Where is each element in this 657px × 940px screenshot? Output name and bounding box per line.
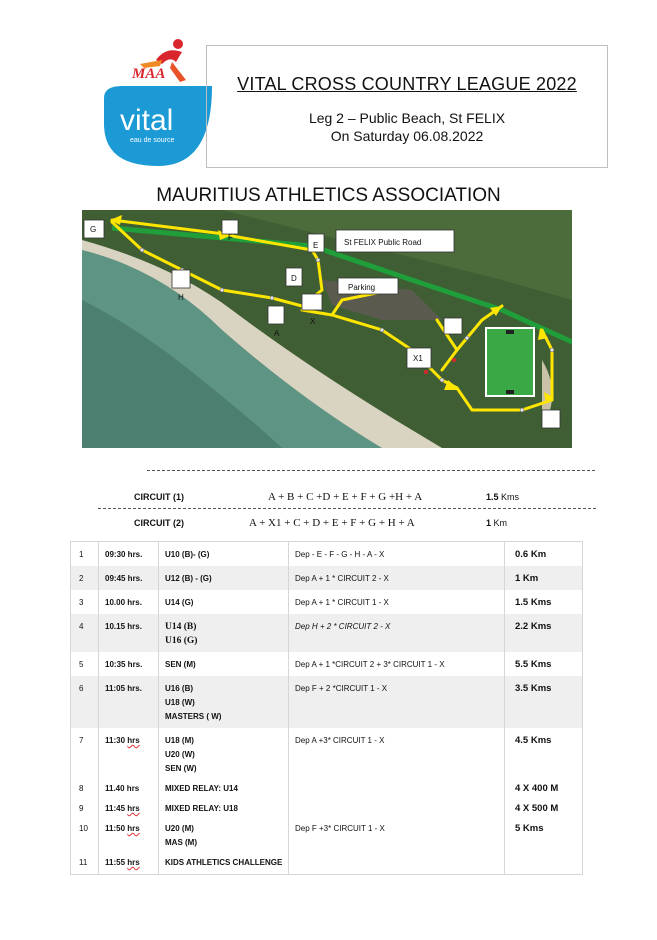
race-distance: 5 Kms	[505, 820, 583, 854]
logo-brand-text: vital	[120, 104, 174, 137]
race-number: 8	[71, 780, 99, 800]
marker-x-label: X	[310, 317, 316, 326]
marker-b-box	[444, 318, 462, 334]
race-category-line: MAS (M)	[165, 838, 197, 847]
race-time-value: 11:30	[105, 736, 126, 745]
race-route	[289, 800, 505, 820]
race-number: 9	[71, 800, 99, 820]
race-time-unit: hrs	[127, 804, 140, 813]
circuit-1-distance-unit: Kms	[501, 492, 520, 502]
race-category	[159, 676, 289, 728]
organisation-title: MAURITIUS ATHLETICS ASSOCIATION	[156, 185, 501, 206]
race-distance: 4 X 400 M	[505, 780, 583, 800]
marker-e-label: E	[313, 241, 319, 250]
marker-c-box	[542, 410, 560, 428]
race-category	[159, 614, 289, 652]
race-route: Dep A +3* CIRCUIT 1 - X	[289, 728, 505, 780]
race-category-line: U14 (B)	[165, 622, 197, 632]
race-time	[99, 820, 159, 854]
race-distance: 0.6 Km	[505, 542, 583, 567]
schedule-table	[70, 541, 583, 875]
marker-d-label: D	[291, 274, 297, 283]
race-distance: 2.2 Kms	[505, 614, 583, 652]
table-row	[71, 652, 583, 676]
table-row	[71, 590, 583, 614]
race-route: Dep H + 2 * CIRCUIT 2 - X	[289, 614, 505, 652]
race-category-line: U18 (M)	[165, 736, 194, 745]
race-number: 10	[71, 820, 99, 854]
table-row	[71, 854, 583, 875]
logo-tagline: eau de source	[130, 137, 175, 144]
race-route: Dep A + 1 *CIRCUIT 2 + 3* CIRCUIT 1 - X	[289, 652, 505, 676]
race-distance: 4.5 Kms	[505, 728, 583, 780]
circuit-1-name: CIRCUIT (1)	[134, 492, 184, 502]
marker-x-box	[302, 294, 322, 310]
race-category-line: U20 (M)	[165, 824, 194, 833]
circuit-2-distance-unit: Km	[493, 518, 508, 528]
race-distance: 3.5 Kms	[505, 676, 583, 728]
marker-x1-label: X1	[413, 354, 423, 363]
circuit-2-distance-value: 1	[486, 518, 492, 528]
course-map	[82, 210, 572, 448]
race-category: KIDS ATHLETICS CHALLENGE	[159, 854, 289, 875]
race-time: 11:05 hrs.	[99, 676, 159, 728]
race-category-line: U16 (B)	[165, 684, 194, 693]
race-category-line: SEN (W)	[165, 764, 197, 773]
race-time-value: 11:50	[105, 824, 126, 833]
event-date: On Saturday 06.08.2022	[330, 128, 484, 144]
race-category-line: MASTERS ( W)	[165, 712, 222, 721]
race-time: 10.00 hrs.	[99, 590, 159, 614]
circuit-2-formula: A + X1 + C + D + E + F + G + H + A	[249, 517, 415, 529]
race-category: MIXED RELAY: U18	[159, 800, 289, 820]
race-distance: 1 Km	[505, 566, 583, 590]
marker-a-box	[268, 306, 284, 324]
race-time: 10:35 hrs.	[99, 652, 159, 676]
race-category	[159, 820, 289, 854]
race-route	[289, 854, 505, 875]
table-row	[71, 614, 583, 652]
race-number: 6	[71, 676, 99, 728]
race-category	[159, 728, 289, 780]
marker-h-label: H	[178, 293, 184, 302]
circuit-1-distance	[486, 492, 519, 502]
event-title: VITAL CROSS COUNTRY LEAGUE 2022	[237, 74, 577, 94]
race-route: Dep F +3* CIRCUIT 1 - X	[289, 820, 505, 854]
table-row	[71, 542, 583, 567]
race-time-unit: hrs	[127, 858, 140, 867]
divider-middle	[98, 508, 596, 509]
circuit-1-distance-value: 1.5	[486, 492, 499, 502]
race-number: 11	[71, 854, 99, 875]
race-category: U14 (G)	[159, 590, 289, 614]
table-row	[71, 728, 583, 780]
race-category-line: U18 (W)	[165, 698, 195, 707]
race-distance: 1.5 Kms	[505, 590, 583, 614]
vital-logo	[100, 38, 218, 166]
race-category-line: U16 (G)	[165, 636, 198, 646]
race-category: MIXED RELAY: U14	[159, 780, 289, 800]
circuit-1-formula: A + B + C +D + E + F + G +H + A	[268, 491, 423, 503]
race-route: Dep A + 1 * CIRCUIT 2 - X	[289, 566, 505, 590]
race-time: 10.15 hrs.	[99, 614, 159, 652]
race-route: Dep F + 2 *CIRCUIT 1 - X	[289, 676, 505, 728]
circuit-2-name: CIRCUIT (2)	[134, 518, 184, 528]
race-distance: 5.5 Kms	[505, 652, 583, 676]
divider-top	[147, 470, 595, 471]
marker-f-box	[222, 220, 238, 234]
race-time-value: 11:55	[105, 858, 126, 867]
race-route	[289, 780, 505, 800]
race-number: 5	[71, 652, 99, 676]
race-time: 09:30 hrs.	[99, 542, 159, 567]
marker-g-label: G	[90, 225, 97, 234]
race-route: Dep A + 1 * CIRCUIT 1 - X	[289, 590, 505, 614]
table-row	[71, 566, 583, 590]
sports-field	[486, 328, 534, 396]
race-category: SEN (M)	[159, 652, 289, 676]
race-route: Dep - E - F - G - H - A - X	[289, 542, 505, 567]
race-distance: 4 X 500 M	[505, 800, 583, 820]
table-row	[71, 676, 583, 728]
race-number: 2	[71, 566, 99, 590]
race-time	[99, 728, 159, 780]
circuit-2-distance	[486, 518, 507, 528]
race-category: U12 (B) - (G)	[159, 566, 289, 590]
race-time-unit: hrs	[127, 736, 140, 745]
race-time	[99, 800, 159, 820]
race-number: 4	[71, 614, 99, 652]
maa-text: MAA	[132, 66, 166, 82]
race-number: 3	[71, 590, 99, 614]
race-number: 7	[71, 728, 99, 780]
race-time	[99, 854, 159, 875]
race-distance	[505, 854, 583, 875]
race-time: 11.40 hrs	[99, 780, 159, 800]
marker-a-label: A	[274, 329, 280, 338]
race-time-value: 11:45	[105, 804, 126, 813]
vital-logo-graphic	[100, 38, 218, 166]
race-time: 09:45 hrs.	[99, 566, 159, 590]
table-row	[71, 820, 583, 854]
marker-h-box	[172, 270, 190, 288]
event-venue: Leg 2 – Public Beach, St FELIX	[308, 110, 506, 126]
race-category: U10 (B)- (G)	[159, 542, 289, 567]
table-row	[71, 780, 583, 800]
parking-label: Parking	[348, 283, 376, 292]
table-row	[71, 800, 583, 820]
race-time-unit: hrs	[127, 824, 140, 833]
marker-f-label: F	[228, 233, 233, 242]
header-box	[206, 45, 608, 168]
race-number: 1	[71, 542, 99, 567]
road-label: St FELIX Public Road	[344, 238, 422, 247]
race-category-line: U20 (W)	[165, 750, 195, 759]
course-map-graphic	[82, 210, 572, 448]
